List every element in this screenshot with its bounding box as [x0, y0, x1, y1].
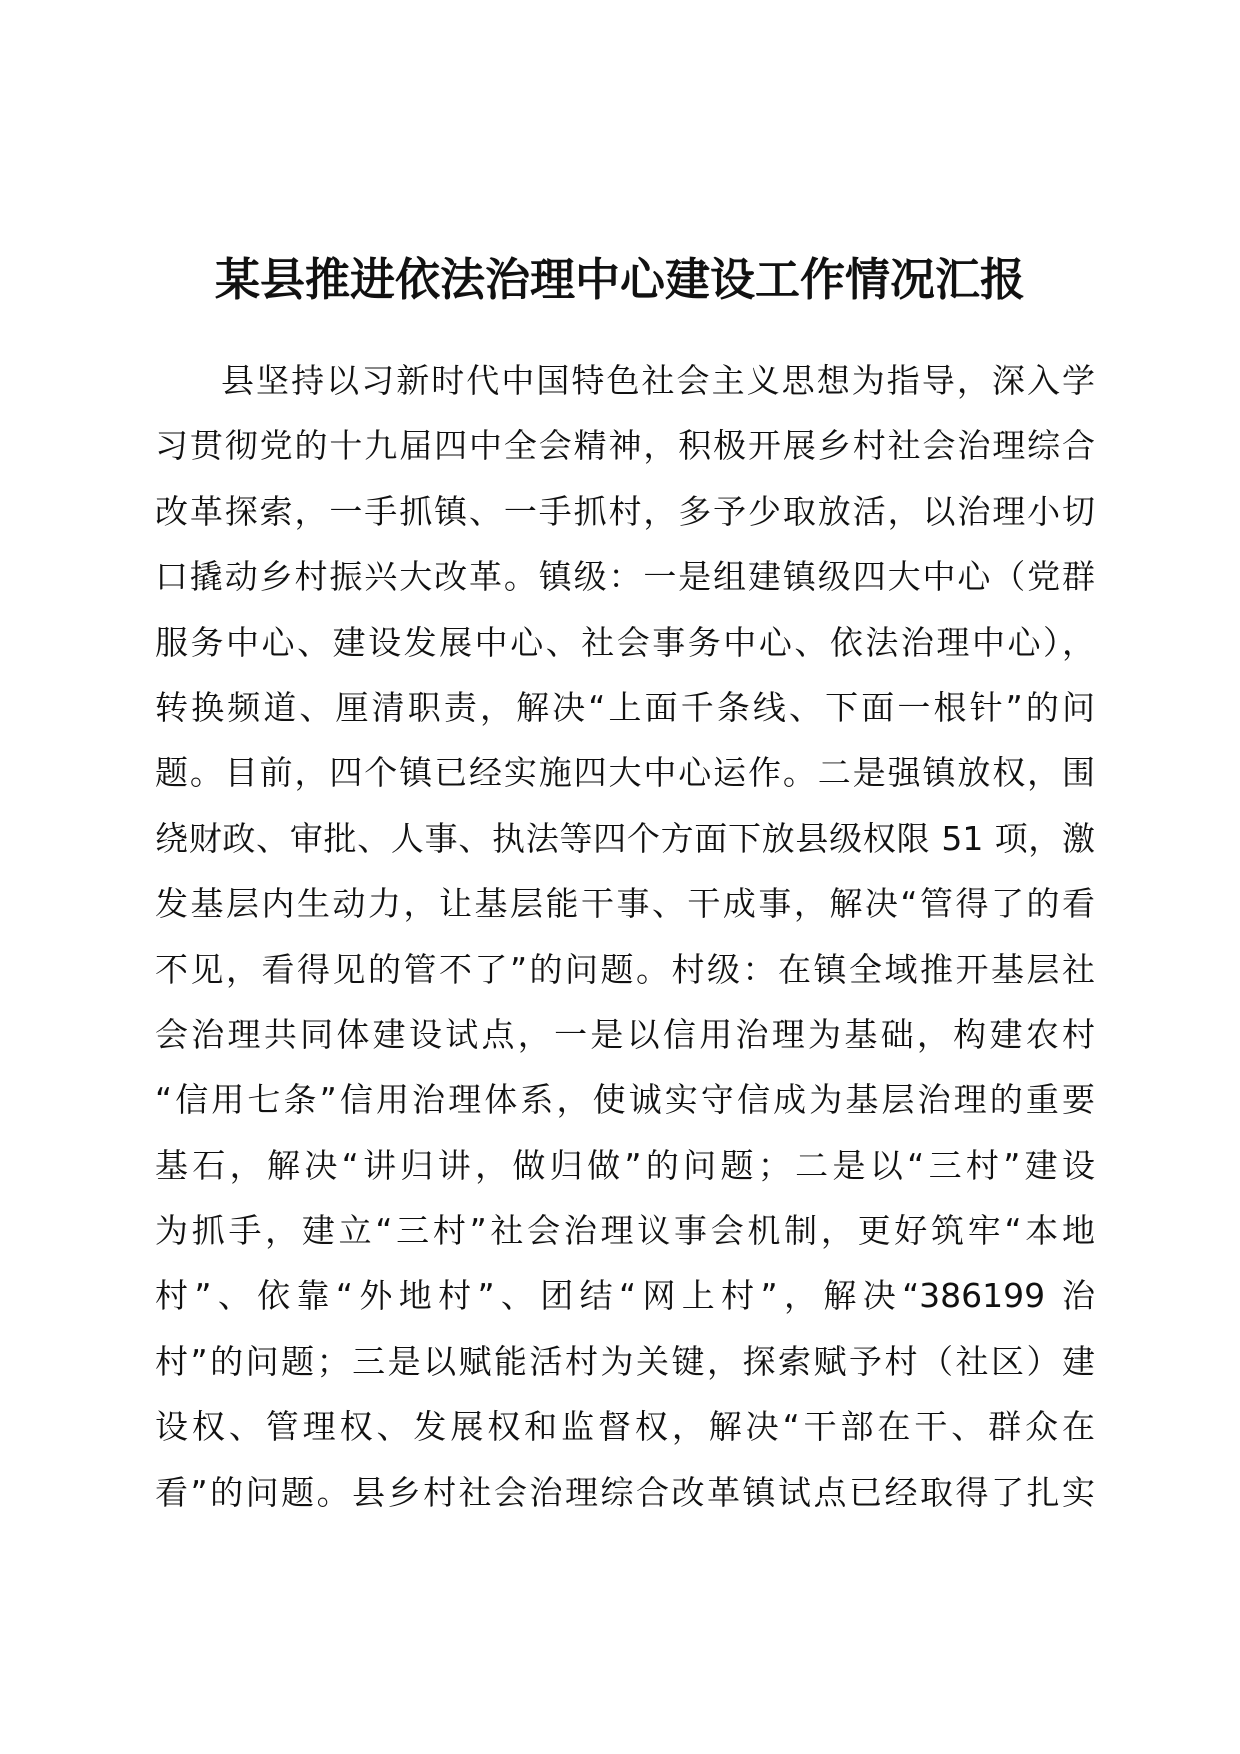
document-body [155, 348, 1095, 1525]
body-line: 设权、管理权、发展权和监督权，解决“干部在干、群众在 [155, 1407, 1095, 1447]
body-line: 村”的问题；三是以赋能活村为关键，探索赋予村（社区）建 [155, 1341, 1095, 1381]
body-line: 看”的问题。县乡村社会治理综合改革镇试点已经取得了扎实 [155, 1472, 1095, 1512]
body-line: 改革探索，一手抓镇、一手抓村，多予少取放活，以治理小切 [155, 491, 1095, 531]
body-line: 基石，解决“讲归讲，做归做”的问题；二是以“三村”建设 [155, 1145, 1095, 1185]
body-line: 服务中心、建设发展中心、社会事务中心、依法治理中心）， [155, 622, 1095, 662]
body-line: 村”、依靠“外地村”、团结“网上村”，解决“386199 治 [155, 1276, 1095, 1316]
body-line: 转换频道、厘清职责，解决“上面千条线、下面一根针”的问 [155, 687, 1095, 727]
body-line: 县坚持以习新时代中国特色社会主义思想为指导，深入学 [221, 361, 1095, 400]
body-line: 题。目前，四个镇已经实施四大中心运作。二是强镇放权，围 [155, 753, 1095, 793]
body-line: “信用七条”信用治理体系，使诚实守信成为基层治理的重要 [155, 1080, 1095, 1120]
body-line: 发基层内生动力，让基层能干事、干成事，解决“管得了的看 [155, 884, 1095, 924]
body-line: 为抓手，建立“三村”社会治理议事会机制，更好筑牢“本地 [155, 1211, 1095, 1251]
body-line: 绕财政、审批、人事、执法等四个方面下放县级权限 51 项，激 [155, 818, 1095, 858]
body-line: 口撬动乡村振兴大改革。镇级：一是组建镇级四大中心（党群 [155, 557, 1095, 597]
body-line: 习贯彻党的十九届四中全会精神，积极开展乡村社会治理综合 [155, 426, 1095, 466]
document-title: 某县推进依法治理中心建设工作情况汇报 [214, 253, 1025, 306]
body-line: 会治理共同体建设试点，一是以信用治理为基础，构建农村 [155, 1014, 1095, 1054]
body-line: 不见，看得见的管不了”的问题。村级：在镇全域推开基层社 [155, 949, 1095, 989]
